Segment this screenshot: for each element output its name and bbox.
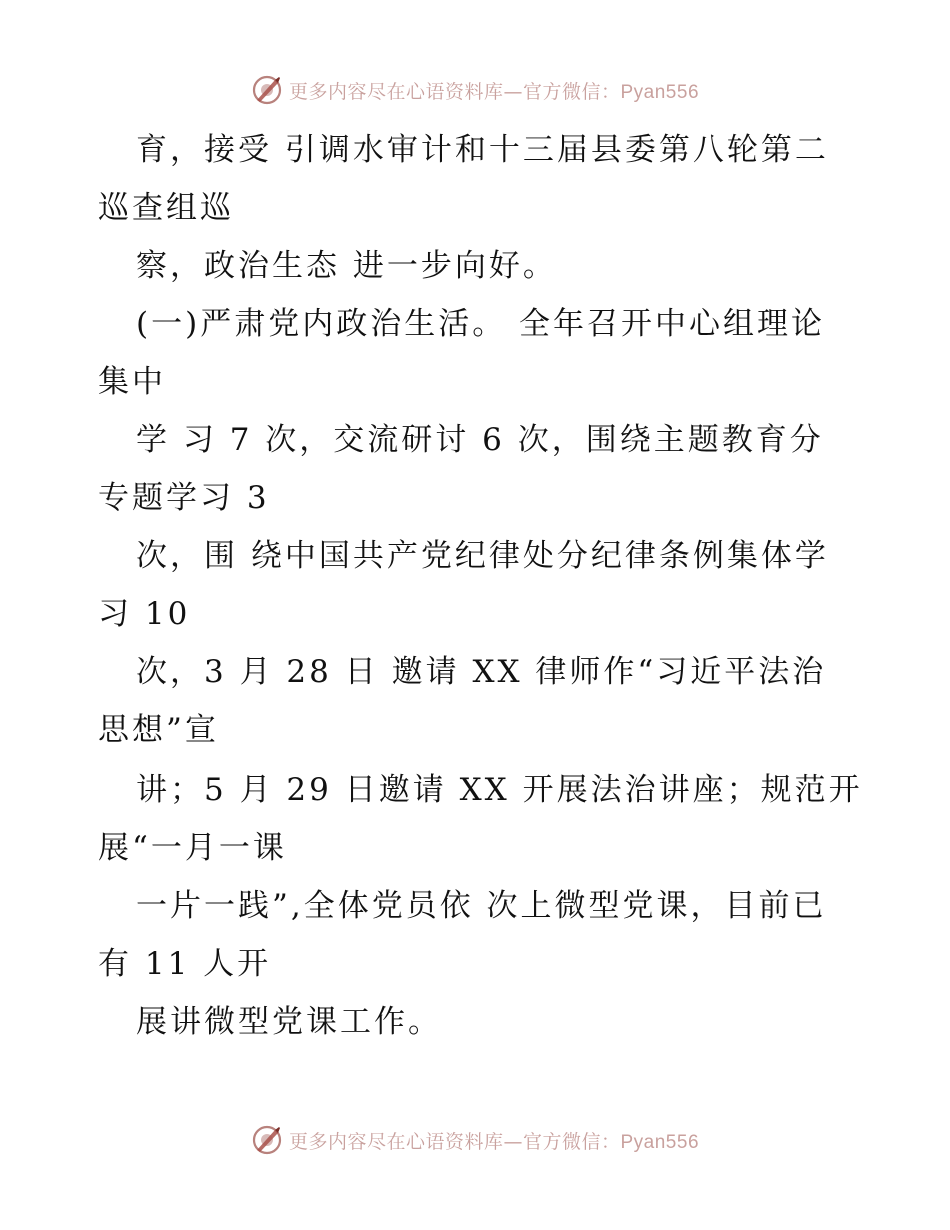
header-watermark — [0, 70, 950, 110]
text-line: 察，政治生态 进一步向好。 — [136, 248, 557, 284]
text-line: 习 10 — [98, 596, 191, 632]
quill-pen-seal-icon — [251, 74, 283, 106]
watermark-text: 更多内容尽在心语资料库—官方微信：Pyan556 — [288, 80, 700, 103]
text-line: 展讲微型党课工作。 — [136, 1004, 442, 1040]
text-line: 讲；5 月 29 日邀请 XX 开展法治讲座；规范开 — [136, 772, 863, 808]
text-line: 集中 — [98, 364, 166, 400]
watermark-text: 更多内容尽在心语资料库—官方微信：Pyan556 — [288, 1130, 700, 1153]
text-line: 育，接受 引调水审计和十三届县委第八轮第二 — [136, 132, 829, 168]
text-line: 次，3 月 28 日 邀请 XX 律师作“习近平法治 — [136, 654, 827, 690]
text-line: 专题学习 3 — [98, 480, 270, 516]
text-line: 学 习 7 次，交流研讨 6 次，围绕主题教育分 — [136, 422, 824, 458]
text-line: 次，围 绕中国共产党纪律处分纪律条例集体学 — [136, 538, 829, 574]
text-line: 有 11 人开 — [98, 946, 272, 982]
text-line: 思想”宣 — [98, 712, 219, 748]
quill-pen-seal-icon — [251, 1124, 283, 1156]
text-line: 巡查组巡 — [98, 190, 234, 226]
text-line: 一片一践”,全体党员依 次上微型党课，目前已 — [136, 888, 827, 924]
text-line: (一)严肃党内政治生活。 全年召开中心组理论 — [136, 306, 826, 342]
text-line: 展“一月一课 — [98, 830, 287, 866]
footer-watermark — [0, 1120, 950, 1160]
